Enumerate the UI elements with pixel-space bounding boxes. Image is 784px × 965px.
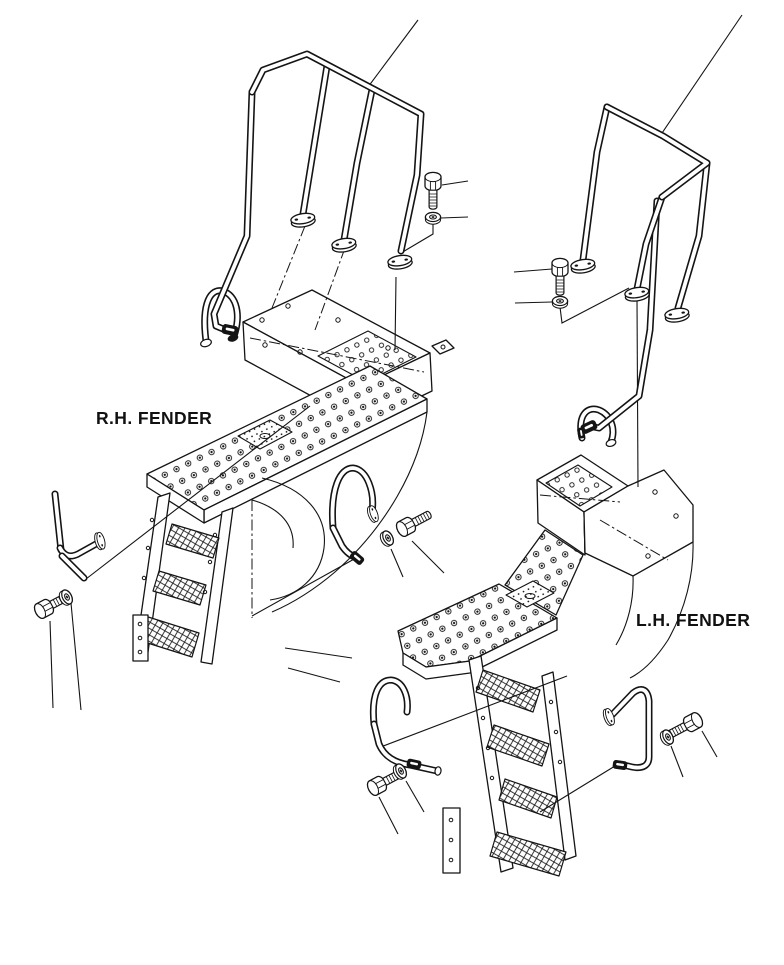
rh-ladder-step (153, 571, 206, 605)
washer (425, 212, 440, 224)
leader-bolt (702, 731, 717, 757)
rh-fender-stay (285, 648, 352, 682)
handrail-foot (664, 307, 690, 324)
bolt (425, 172, 441, 209)
rh-fender-label: R.H. FENDER (96, 408, 213, 428)
washer (378, 529, 396, 548)
leader-grab-handle (252, 558, 356, 616)
leader-bolt (379, 797, 398, 834)
leader-washer (441, 217, 468, 218)
lh-ladder-rail-right (542, 672, 576, 860)
handrail-foot (331, 237, 357, 254)
grab-handle-lh-right (601, 690, 649, 771)
washer (552, 296, 567, 308)
bolt (394, 507, 434, 538)
handrail-foot (570, 258, 596, 275)
leader-washer (671, 746, 683, 777)
leader-lh-handrail (660, 15, 742, 136)
leader-elbow (560, 288, 629, 323)
leader-bolt (50, 621, 53, 708)
rh-fender-bracket (432, 340, 454, 354)
rh-fender (133, 226, 454, 682)
lh-fender-label: L.H. FENDER (636, 610, 751, 630)
leader-bolt (514, 269, 552, 272)
lh-handrail (570, 107, 707, 435)
handle-clamp (612, 760, 627, 771)
leader-grab-handle (540, 766, 615, 812)
handle-foot (366, 505, 380, 524)
leader-washer (391, 549, 403, 577)
lh-fender-arch-inner (616, 576, 633, 645)
rh-fender-deck (147, 366, 427, 510)
handrail-foot (387, 254, 413, 271)
rh-ladder-step (166, 524, 219, 558)
lh-fender (398, 409, 693, 876)
handrail-foot (290, 212, 316, 229)
lh-ladder-column (443, 808, 460, 873)
bolt (552, 258, 568, 295)
leader-bolt (442, 181, 468, 185)
leader-washer (406, 781, 424, 812)
leader-washer (515, 302, 552, 303)
leader-rh-handrail (368, 20, 418, 87)
lh-ladder-step (499, 779, 557, 818)
rh-fender-arch-inner (252, 500, 293, 548)
grab-handle-left (55, 494, 107, 578)
leader-washer (71, 603, 81, 710)
leader-bolt (412, 541, 444, 573)
